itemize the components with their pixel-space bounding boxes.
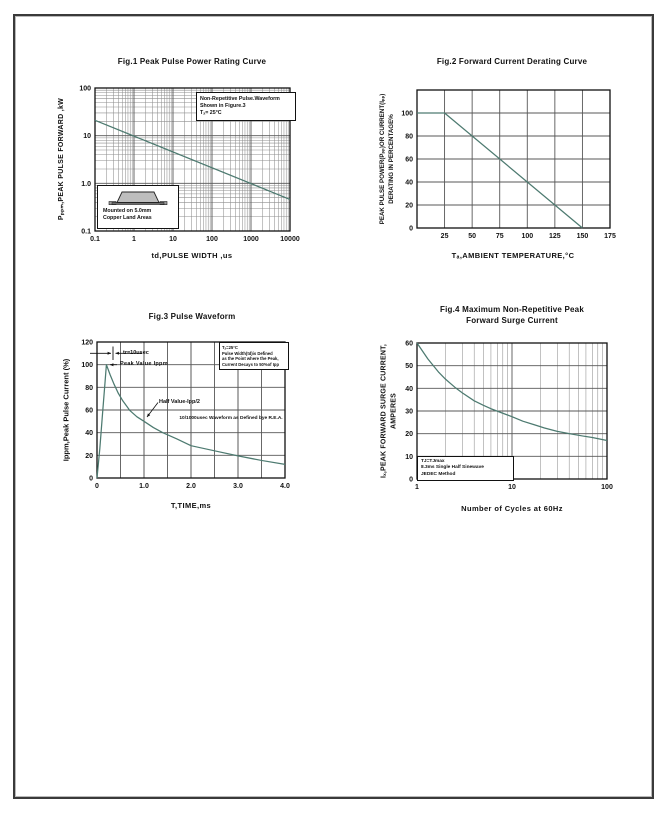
y-tick-label: 40 bbox=[405, 385, 413, 393]
fig1-mounting-inset-box bbox=[97, 185, 179, 229]
fig2-y-axis-label-line2: DERATING IN PERCENTAGE% bbox=[388, 114, 395, 204]
fig1-chart-svg bbox=[30, 45, 330, 280]
figure-3 bbox=[30, 300, 330, 530]
y-tick-label: 20 bbox=[405, 431, 413, 439]
x-tick-label: 1000 bbox=[243, 236, 259, 243]
y-tick-label: 0 bbox=[409, 476, 413, 484]
fig2-x-axis-label: Tₐ,AMBIENT TEMPERATURE,°C bbox=[451, 251, 575, 260]
x-tick-label: 75 bbox=[495, 233, 504, 240]
x-tick-label: 2.0 bbox=[186, 483, 196, 490]
y-tick-label: 60 bbox=[85, 407, 93, 415]
fig1-inset-line: Mounted on 5.0mm bbox=[103, 208, 152, 214]
y-tick-label: 1.0 bbox=[81, 180, 91, 188]
fig1-note-line: Tₐ= 25°C bbox=[200, 109, 222, 116]
fig3-note-box bbox=[219, 342, 289, 370]
fig2-y-axis-label-line1: PEAK PULSE POWER(Pₚₚ)OR CURRENT(Iₚₚ) bbox=[379, 93, 386, 225]
fig4-title-line1: Fig.4 Maximum Non-Repetitive Peak bbox=[440, 305, 584, 314]
y-tick-label: 100 bbox=[79, 85, 91, 93]
y-tick-label: 100 bbox=[401, 110, 413, 118]
fig3-note-line: as the Point where the Peak, bbox=[222, 356, 279, 361]
fig1-note-line: Shown in Figure.3 bbox=[200, 102, 246, 109]
x-tick-label: 1 bbox=[415, 484, 419, 491]
fig4-y-axis-label-line1: Iₓ,PEAK FORWARD SURGE CURRENT, bbox=[380, 343, 388, 479]
x-tick-label: 1 bbox=[132, 236, 136, 243]
fig2-y-axis-label bbox=[378, 94, 396, 225]
x-tick-label: 0.1 bbox=[90, 236, 100, 243]
fig1-inset-line: Copper Land Areas bbox=[103, 215, 152, 221]
fig4-note-line: TJ=TJmax bbox=[421, 459, 445, 464]
fig3-chart-svg bbox=[30, 300, 330, 530]
fig3-note-line: Tₐ=25°C bbox=[222, 345, 238, 350]
tick-labels bbox=[401, 111, 616, 241]
x-tick-label: 1.0 bbox=[139, 483, 149, 490]
fig3-note-line: Pulse Width(td)is Defined bbox=[222, 350, 273, 356]
smd-package-icon bbox=[108, 189, 168, 208]
x-tick-label: 100 bbox=[601, 484, 613, 491]
fig3-half-value-annotation: Half Value-Ipp/2 bbox=[159, 398, 200, 405]
fig1-note-box bbox=[196, 92, 296, 121]
y-tick-label: 0.1 bbox=[81, 228, 91, 236]
fig4-y-axis-label bbox=[380, 344, 399, 478]
y-tick-label: 40 bbox=[405, 179, 413, 187]
fig3-title: Fig.3 Pulse Waveform bbox=[148, 312, 236, 321]
y-tick-label: 10 bbox=[83, 133, 91, 141]
fig1-x-axis-label: td,PULSE WIDTH ,us bbox=[151, 251, 233, 260]
fig3-rea-annotation: 10/1000usec Waveform as Defined bye R.E.A. bbox=[179, 416, 283, 421]
y-tick-label: 0 bbox=[409, 225, 413, 233]
x-tick-label: 100 bbox=[521, 233, 534, 240]
y-tick-label: 60 bbox=[405, 340, 413, 348]
fig3-note-line: Current Decays to 50%of Ipp bbox=[222, 361, 280, 367]
x-tick-label: 10 bbox=[508, 484, 516, 491]
fig1-note-line: Non-Repetitive Pulse.Waveform bbox=[200, 95, 280, 102]
figure-1 bbox=[30, 45, 330, 280]
fig1-y-axis-label: Pₚₚₘ,PEAK PULSE FORWARD ,kW bbox=[58, 97, 65, 221]
y-tick-label: 20 bbox=[85, 452, 93, 460]
fig4-note-line: JEDEC Method bbox=[421, 471, 456, 477]
fig3-rise-time-annotation: tr=10usec bbox=[123, 349, 149, 356]
fig4-note-line: 8.3ms Single Half Sinewave bbox=[421, 465, 484, 471]
figure-4 bbox=[350, 300, 650, 530]
y-tick-label: 100 bbox=[81, 362, 93, 370]
x-tick-label: 3.0 bbox=[233, 483, 243, 490]
x-tick-label: 175 bbox=[604, 233, 616, 240]
y-tick-label: 10 bbox=[405, 453, 413, 461]
x-tick-label: 4.0 bbox=[280, 483, 290, 490]
major-gridlines bbox=[417, 90, 610, 228]
x-tick-label: 100 bbox=[206, 236, 218, 243]
x-tick-label: 25 bbox=[440, 233, 449, 240]
x-tick-label: 10000 bbox=[280, 236, 300, 243]
x-tick-label: 125 bbox=[549, 233, 561, 240]
figure-2 bbox=[350, 45, 650, 280]
y-tick-label: 80 bbox=[405, 133, 413, 141]
fig4-note-box bbox=[417, 456, 514, 481]
y-tick-label: 80 bbox=[85, 384, 93, 392]
x-tick-label: 50 bbox=[468, 233, 477, 240]
fig3-peak-value-annotation: Peak Value Ippm bbox=[120, 361, 168, 367]
fig1-title: Fig.1 Peak Pulse Power Rating Curve bbox=[117, 57, 267, 66]
y-tick-label: 30 bbox=[405, 408, 413, 416]
x-tick-label: 150 bbox=[576, 233, 589, 240]
fig4-title-line2: Forward Surge Current bbox=[466, 315, 558, 325]
y-tick-label: 20 bbox=[405, 202, 413, 210]
fig3-y-axis-label: Ippm,Peak Pulse Current (%) bbox=[61, 358, 71, 462]
y-tick-label: 50 bbox=[405, 363, 413, 371]
x-tick-label: 10 bbox=[169, 236, 177, 243]
fig3-x-axis-label: T,TIME,ms bbox=[170, 501, 212, 510]
fig4-y-axis-label-line2: AMPERES bbox=[390, 392, 397, 430]
fig4-x-axis-label: Number of Cycles at 60Hz bbox=[461, 504, 563, 513]
y-tick-label: 0 bbox=[89, 475, 93, 483]
x-tick-label: 0 bbox=[95, 483, 99, 490]
y-tick-label: 40 bbox=[85, 430, 93, 438]
fig4-title bbox=[372, 305, 652, 326]
y-tick-label: 60 bbox=[405, 156, 413, 164]
fig2-title: Fig.2 Forward Current Derating Curve bbox=[436, 57, 588, 66]
annotation-arrows bbox=[90, 347, 158, 418]
y-tick-label: 120 bbox=[81, 339, 93, 347]
